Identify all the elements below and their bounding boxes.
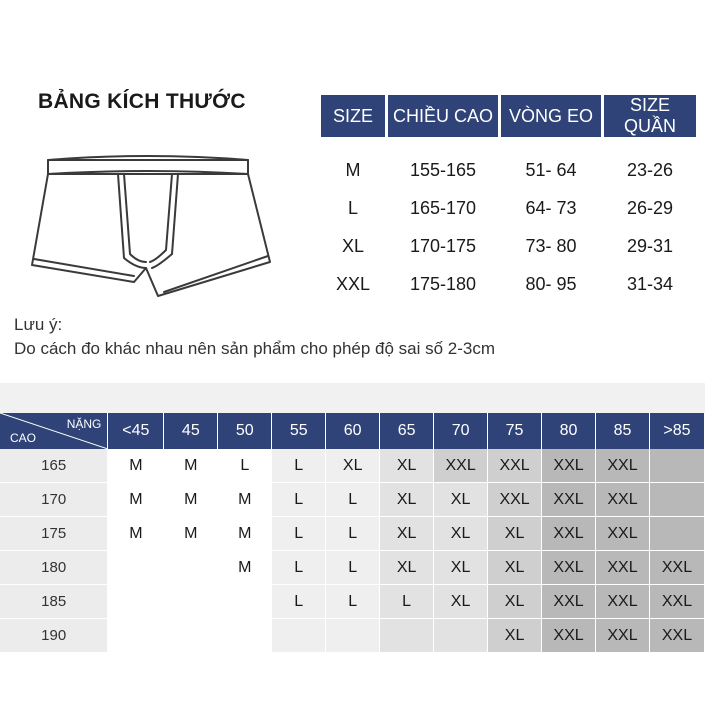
size-recommendation-cell: XXL [542,551,596,585]
size-recommendation-cell: XL [380,449,434,483]
size-recommendation-cell: XXL [649,551,704,585]
weight-col-header: 85 [596,413,650,449]
pant-size-cell: 23-26 [626,159,674,180]
size-recommendation-cell: M [218,517,272,551]
size-recommendation-cell: XXL [596,619,650,653]
size-recommendation-cell: XXL [649,585,704,619]
size-recommendation-cell: XXL [488,483,542,517]
size-recommendation-cell: XXL [542,517,596,551]
size-cell: L [347,197,358,218]
weight-col-header: >85 [649,413,704,449]
size-recommendation-cell: L [272,517,326,551]
height-row-header: 185 [0,585,108,619]
weight-col-header: 75 [488,413,542,449]
size-recommendation-cell: XL [380,551,434,585]
weight-height-size-matrix [0,413,705,653]
col-header-height: CHIỀU CAO [388,95,498,137]
size-recommendation-cell [380,619,434,653]
size-recommendation-cell: XL [434,517,488,551]
size-recommendation-cell: L [272,551,326,585]
size-recommendation-cell: XXL [596,449,650,483]
table-row [321,227,696,265]
size-cell: M [345,159,361,180]
weight-col-header: 55 [272,413,326,449]
size-recommendation-cell: L [380,585,434,619]
size-recommendation-cell: M [218,483,272,517]
height-axis-label: CAO [10,431,37,445]
matrix-corner-header [0,413,108,449]
size-cell: XXL [335,273,371,294]
waist-cell: 64- 73 [525,197,577,218]
size-recommendation-cell: XL [380,483,434,517]
height-row-header: 165 [0,449,108,483]
note-label: Lưu ý: [14,315,63,334]
weight-col-header: 50 [218,413,272,449]
pant-size-cell: 31-34 [626,273,674,294]
note-block [14,313,495,361]
size-recommendation-cell: XL [434,585,488,619]
size-recommendation-cell [164,551,218,585]
size-recommendation-cell: XL [380,517,434,551]
size-recommendation-cell: XXL [488,449,542,483]
waist-cell: 80- 95 [525,273,577,294]
section-divider-band [0,383,705,413]
size-recommendation-cell [326,619,380,653]
table-row [321,265,696,303]
matrix-row [0,585,705,619]
size-recommendation-cell [649,449,704,483]
size-recommendation-cell [108,585,164,619]
size-recommendation-cell: XL [326,449,380,483]
size-recommendation-cell [649,517,704,551]
height-cell: 165-170 [409,197,477,218]
size-recommendation-cell [164,619,218,653]
matrix-row [0,551,705,585]
size-recommendation-cell [108,551,164,585]
size-recommendation-cell [218,619,272,653]
col-header-size: SIZE [321,95,385,137]
size-recommendation-cell: M [108,483,164,517]
size-recommendation-cell: M [108,517,164,551]
size-recommendation-cell: M [108,449,164,483]
size-recommendation-cell: L [272,483,326,517]
height-cell: 155-165 [409,159,477,180]
weight-col-header: <45 [108,413,164,449]
height-row-header: 190 [0,619,108,653]
size-recommendation-cell: XXL [542,449,596,483]
size-recommendation-cell: L [272,585,326,619]
height-cell: 170-175 [409,235,477,256]
size-recommendation-cell: XXL [596,585,650,619]
height-row-header: 170 [0,483,108,517]
height-row-header: 180 [0,551,108,585]
size-recommendation-cell: L [326,551,380,585]
height-cell: 175-180 [409,273,477,294]
weight-col-header: 45 [164,413,218,449]
size-chart-table [318,95,699,303]
weight-col-header: 80 [542,413,596,449]
size-recommendation-cell [108,619,164,653]
size-recommendation-cell: XL [434,483,488,517]
size-recommendation-cell [164,585,218,619]
note-text: Do cách đo khác nhau nên sản phẩm cho phép độ sai số 2-3cm [14,339,496,358]
size-recommendation-cell: L [218,449,272,483]
size-recommendation-cell: L [326,517,380,551]
size-recommendation-cell: M [218,551,272,585]
matrix-row [0,619,705,653]
size-recommendation-cell: XXL [434,449,488,483]
size-recommendation-cell: M [164,483,218,517]
size-recommendation-cell: XL [488,585,542,619]
size-recommendation-cell: L [272,449,326,483]
size-recommendation-cell: XXL [596,483,650,517]
weight-axis-label: NẶNG [66,417,102,431]
size-recommendation-cell: XXL [596,517,650,551]
table-row [321,151,696,189]
boxer-briefs-illustration [26,150,276,300]
size-recommendation-cell: XL [488,551,542,585]
size-recommendation-cell: XXL [542,483,596,517]
waist-cell: 51- 64 [525,159,577,180]
table-row [321,189,696,227]
height-row-header: 175 [0,517,108,551]
size-recommendation-cell [218,585,272,619]
size-recommendation-cell: XL [434,551,488,585]
size-recommendation-cell: L [326,585,380,619]
size-recommendation-cell: M [164,517,218,551]
size-recommendation-cell [272,619,326,653]
matrix-row [0,449,705,483]
weight-col-header: 60 [326,413,380,449]
size-recommendation-cell: XXL [596,551,650,585]
size-cell: XL [341,235,365,256]
size-recommendation-cell: XL [488,619,542,653]
matrix-row [0,517,705,551]
pant-size-cell: 29-31 [626,235,674,256]
size-recommendation-cell: XXL [542,619,596,653]
matrix-row [0,483,705,517]
size-recommendation-cell: L [326,483,380,517]
size-recommendation-cell [434,619,488,653]
weight-col-header: 70 [434,413,488,449]
pant-size-cell: 26-29 [626,197,674,218]
size-recommendation-cell: XXL [649,619,704,653]
size-recommendation-cell: XXL [542,585,596,619]
page-title: BẢNG KÍCH THƯỚC [38,90,246,113]
waist-cell: 73- 80 [525,235,577,256]
col-header-waist: VÒNG EO [501,95,601,137]
size-recommendation-cell: XL [488,517,542,551]
size-recommendation-cell [649,483,704,517]
col-header-pant-size: SIZE QUẦN [604,95,696,137]
size-recommendation-cell: M [164,449,218,483]
weight-col-header: 65 [380,413,434,449]
